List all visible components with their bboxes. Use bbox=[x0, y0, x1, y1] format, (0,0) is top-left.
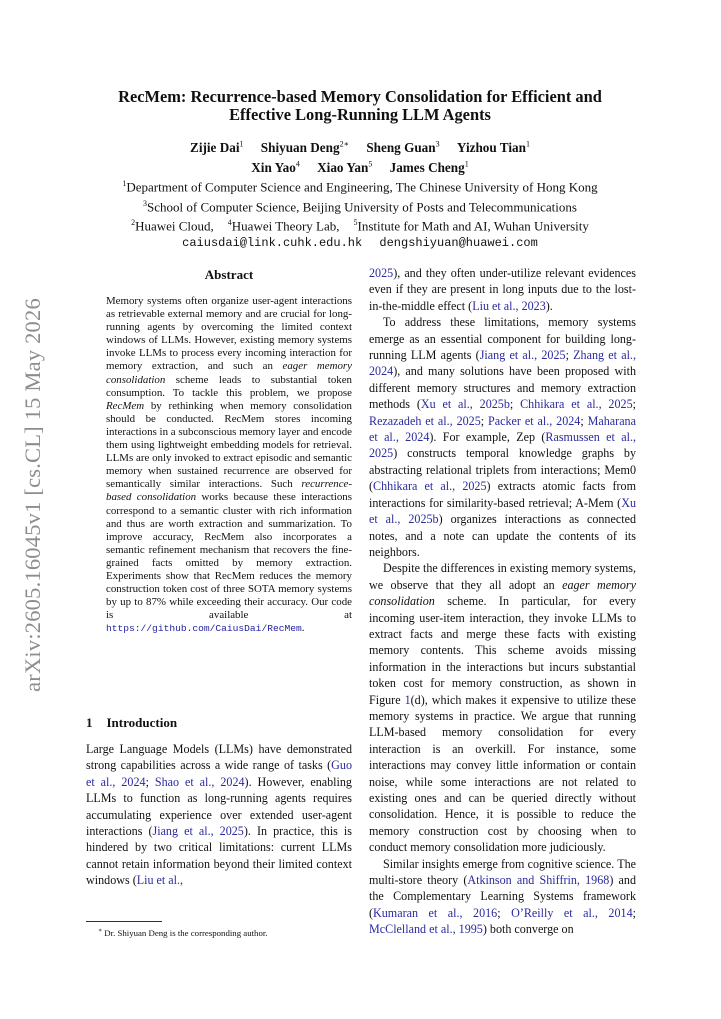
body-text: ) organizes interactions as connected notes, and a note can update the contents of its neighbors. bbox=[369, 512, 636, 559]
author-affil-mark: 1 bbox=[525, 140, 530, 149]
author bbox=[251, 160, 300, 175]
title-line-2: Effective Long-Running LLM Agents bbox=[229, 105, 491, 124]
author-affil-mark: 4 bbox=[295, 159, 300, 169]
footnote-divider bbox=[86, 921, 162, 922]
body-text: ), and many solutions have been proposed with different memory structures and memory extraction methods ( bbox=[369, 364, 636, 412]
affil-mark: 3 bbox=[143, 198, 148, 208]
paragraph bbox=[86, 741, 352, 889]
body-text: Similar insights emerge from cognitive science. The multi-store theory ( bbox=[369, 856, 636, 888]
body-text: ) and the Complementary Learning Systems framework ( bbox=[369, 873, 636, 920]
body-text: (d), which makes it expensive to utilize these memory systems in practice. We argue that running LLM-based memory consolidation for every interaction is an overkill. For instance, some interactions may convey little information or contain noise, while some interactions are not related to existing ones and can be queried directly without consolidation. Hence, it is possible to reduce the memory construction cost by choosing when to conduct memory consolidation more judiciously. bbox=[369, 692, 636, 855]
abstract-text: by rethinking when memory consolidation should be conducted. RecMem stores incoming interactions in a subconscious memory layer and encode them using lightweight embedding models for retrieval. LLMs are only invoked to extract episodic and semantic memory when sustained recurrence are observed for semantically similar interactions. Such bbox=[106, 399, 352, 491]
citation-link[interactable]: Shao et al., 2024 bbox=[154, 774, 245, 789]
section-number: 1 bbox=[86, 715, 93, 730]
abstract-heading: Abstract bbox=[204, 267, 254, 282]
citation-link[interactable]: Xu et al., 2025b bbox=[420, 397, 510, 412]
body-text: ; bbox=[632, 397, 636, 412]
body-text: Despite the differences in existing memory systems, we observe that they all adopt an bbox=[369, 561, 636, 592]
author bbox=[366, 140, 439, 155]
citation-link[interactable]: Rasmussen et al., 2025 bbox=[369, 430, 636, 461]
citation-link[interactable]: Jiang et al., 2025 bbox=[152, 824, 244, 839]
affiliation-line bbox=[60, 215, 660, 235]
author-affil-mark: 5 bbox=[368, 159, 373, 169]
title-line-1: RecMem: Recurrence-based Memory Consolidation for Efficient and bbox=[118, 87, 602, 106]
body-text: ) constructs temporal knowledge graphs by abstracting relational triplets from interactions; Mem0 ( bbox=[369, 446, 636, 494]
affiliation-line bbox=[60, 176, 660, 196]
right-column-text bbox=[369, 265, 636, 938]
paragraph bbox=[369, 314, 636, 560]
author bbox=[390, 160, 469, 175]
citation-link[interactable]: McClelland et al., 1995 bbox=[369, 922, 483, 937]
email-line bbox=[60, 235, 660, 251]
body-text: ). bbox=[545, 298, 553, 313]
body-text: ). For example, Zep ( bbox=[429, 430, 546, 445]
citation-link[interactable]: Liu et al., 2023 bbox=[472, 298, 546, 313]
author-name: Shiyuan Deng bbox=[260, 140, 340, 156]
abstract-emphasis: RecMem bbox=[106, 399, 145, 412]
author-affil-mark: 1 bbox=[239, 140, 244, 149]
author-affil-mark: 1 bbox=[464, 159, 469, 169]
affil-mark: 2 bbox=[131, 218, 136, 228]
figure-ref-link[interactable]: 1 bbox=[404, 692, 411, 707]
paragraph bbox=[369, 265, 636, 314]
body-text: ; bbox=[509, 397, 521, 412]
author-row-1 bbox=[80, 137, 640, 156]
author-row-2 bbox=[80, 156, 640, 175]
author bbox=[261, 140, 349, 155]
affiliation-text: Huawei Theory Lab, bbox=[231, 218, 340, 234]
author-affil-mark: 2∗ bbox=[339, 140, 350, 149]
affiliation-text: Department of Computer Science and Engineering, The Chinese University of Hong Kong bbox=[126, 179, 598, 195]
citation-link[interactable]: Xu et al., 2025b bbox=[369, 495, 636, 527]
abstract-emphasis: recurrence-based consolidation bbox=[106, 478, 352, 504]
abstract-text: works because these interactions correspond to a semantic cluster with rich information and thus are worth extraction and summarization. To improve accuracy, RecMem also incorporates a semantic refinement mechanism that recovers the fine-grained facts omitted by memory extraction. Experiments show that RecMem reduces the memory construction token cost of three SOTA memory systems by up to 87% while exceeding their accuracy. Our code is available at bbox=[106, 491, 352, 622]
author-name: James Cheng bbox=[389, 159, 465, 175]
abstract-emphasis: eager memory consolidation bbox=[106, 360, 352, 386]
author bbox=[190, 140, 243, 155]
left-column-text bbox=[86, 741, 352, 889]
footnote bbox=[98, 926, 267, 939]
author-email[interactable]: dengshiyuan@huawei.com bbox=[379, 235, 538, 250]
body-text: ; bbox=[480, 413, 489, 428]
section-heading bbox=[86, 715, 356, 731]
abstract-body bbox=[106, 295, 352, 635]
citation-link[interactable]: Atkinson and Shiffrin, 1968 bbox=[467, 873, 610, 888]
emphasis-text: eager memory consolidation bbox=[369, 577, 637, 609]
body-text: ). In practice, this is hindered by two critical limitations: current LLMs cannot retain information beyond their limited context windows ( bbox=[86, 824, 352, 888]
footnote-mark: ∗ bbox=[98, 928, 103, 934]
affiliation-text: Institute for Math and AI, Wuhan University bbox=[357, 218, 589, 234]
section-title: Introduction bbox=[106, 715, 178, 730]
affiliation-text: Huawei Cloud, bbox=[135, 218, 214, 234]
body-text: ) both converge on bbox=[482, 922, 574, 937]
author bbox=[317, 160, 372, 175]
citation-link[interactable]: O’Reilly et al., 2014 bbox=[511, 905, 633, 920]
author-affil-mark: 3 bbox=[435, 140, 440, 149]
citation-link[interactable]: Maharana et al., 2024 bbox=[369, 413, 636, 445]
citation-link[interactable]: Kumaran et al., 2016 bbox=[373, 905, 498, 920]
citation-link[interactable]: Chhikara et al., 2025 bbox=[520, 397, 633, 412]
affiliation-text: School of Computer Science, Beijing University of Posts and Telecommunications bbox=[147, 198, 577, 214]
paper-title bbox=[80, 88, 640, 124]
citation-link[interactable]: Liu et al., bbox=[136, 873, 184, 888]
author-name: Xin Yao bbox=[251, 159, 296, 175]
body-text: ; bbox=[632, 905, 636, 920]
affil-mark: 4 bbox=[227, 218, 232, 228]
body-text: ; bbox=[145, 774, 155, 789]
citation-link[interactable]: Chhikara et al., 2025 bbox=[373, 479, 487, 494]
body-text: ), and they often under-utilize relevant evidences even if they are present in long inputs due to the lost-in-the-middle effect ( bbox=[369, 266, 636, 313]
affil-mark: 5 bbox=[353, 218, 358, 228]
author-name: Zijie Dai bbox=[190, 140, 240, 156]
author-list bbox=[80, 137, 640, 176]
citation-link[interactable]: Guo et al., 2024 bbox=[86, 758, 352, 789]
affiliations bbox=[60, 176, 660, 251]
body-text: ; bbox=[497, 905, 512, 920]
code-url-link[interactable]: https://github.com/CaiusDai/RecMem bbox=[106, 623, 302, 635]
arxiv-side-stamp bbox=[18, 295, 48, 695]
affil-mark: 1 bbox=[122, 179, 127, 188]
abstract-text: Memory systems often organize user-agent interactions as retrievable external memory and are crucial for long-running agents by overcoming the limited context windows of LLMs. However, existing memory systems invoke LLMs to process every incoming interaction for memory extraction, and such an bbox=[106, 295, 352, 373]
body-text: ; bbox=[580, 413, 588, 428]
body-text: ). However, enabling LLMs to function as long-running agents requires accumulating experience over extended user-agent interactions ( bbox=[86, 774, 352, 839]
body-text: scheme. In particular, for every incoming user-item interaction, they invoke LLMs to extract facts and merge these facts with existing memory contents. This scheme avoids missing information in the interactions but incurs substantial token cost for memory construction, as shown in Figure bbox=[369, 594, 636, 707]
body-text: ) extracts atomic facts from interactions for similarity-based retrieval; A-Mem ( bbox=[369, 479, 636, 510]
paragraph bbox=[369, 856, 636, 938]
author bbox=[457, 140, 530, 155]
footnote-text: Dr. Shiyuan Deng is the corresponding author. bbox=[102, 927, 268, 938]
abstract-text: . bbox=[301, 622, 305, 635]
body-text: Large Language Models (LLMs) have demonstrated strong capabilities across a wide range of tasks ( bbox=[86, 742, 352, 773]
body-text: To address these limitations, memory systems emerge as an essential component for building long-running LLM agents ( bbox=[369, 315, 636, 363]
citation-link[interactable]: Packer et al., 2024 bbox=[488, 413, 581, 428]
affiliation-line bbox=[60, 196, 660, 216]
author-name: Sheng Guan bbox=[366, 140, 436, 156]
citation-link[interactable]: 2025 bbox=[369, 266, 394, 280]
paragraph bbox=[369, 560, 636, 855]
citation-link[interactable]: Rezazadeh et al., 2025 bbox=[369, 413, 481, 428]
author-name: Xiao Yan bbox=[317, 159, 369, 175]
citation-link[interactable]: Jiang et al., 2025 bbox=[479, 348, 566, 363]
author-email[interactable]: caiusdai@link.cuhk.edu.hk bbox=[182, 235, 363, 250]
citation-link[interactable]: Zhang et al., 2024 bbox=[369, 348, 636, 379]
abstract-text: scheme leads to substantial token consumption. To tackle this problem, we propose bbox=[106, 373, 352, 399]
body-text: ; bbox=[565, 348, 574, 363]
author-name: Yizhou Tian bbox=[456, 140, 526, 156]
arxiv-id-text: arXiv:2605.16045v1 [cs.CL] 15 May 2026 bbox=[20, 298, 45, 692]
